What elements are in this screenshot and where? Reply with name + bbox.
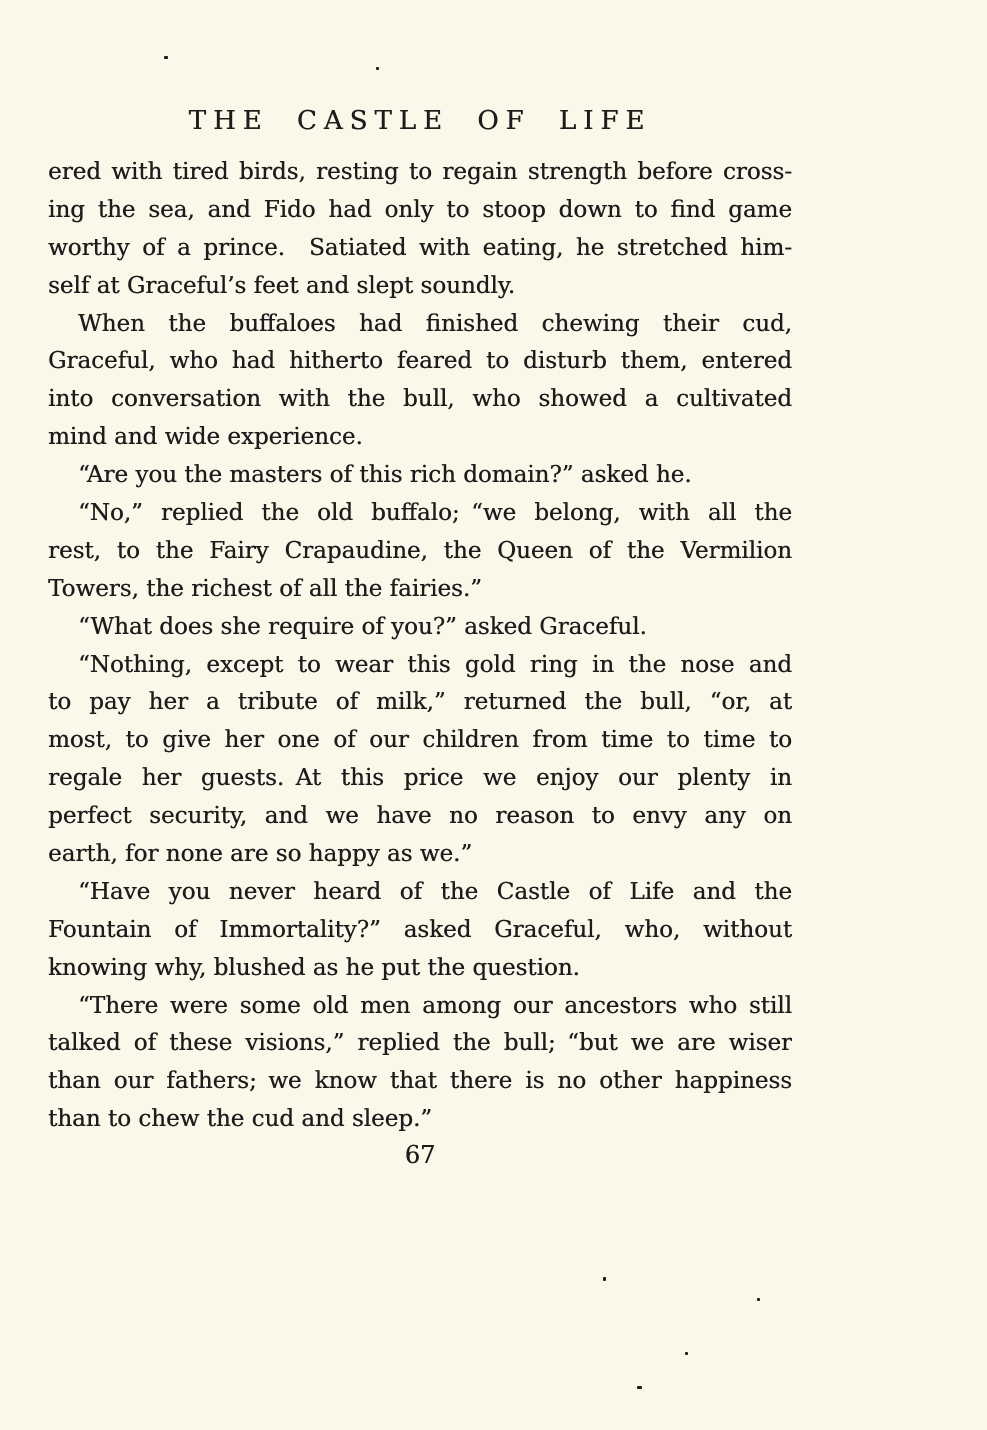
text-line: “There were some old men among our ancestors who still	[78, 992, 792, 1019]
text-line: ing the sea, and Fido had only to stoop down to find game	[48, 196, 792, 223]
ink-speck	[757, 1298, 760, 1301]
text-line: worthy of a prince. Satiated with eating, he stretched him-	[48, 234, 792, 261]
ink-speck	[603, 1277, 606, 1281]
page-title: THE CASTLE OF LIFE	[188, 106, 652, 136]
page-number: 67	[404, 1141, 436, 1169]
text-line: “Have you never heard of the Castle of Life and the	[78, 878, 792, 905]
text-line: “What does she require of you?” asked Graceful.	[78, 613, 647, 640]
text-line: into conversation with the bull, who showed a cultivated	[48, 386, 792, 413]
text-line: Graceful, who had hitherto feared to disturb them, entered	[48, 348, 792, 375]
ink-speck	[637, 1386, 642, 1389]
text-line: than to chew the cud and sleep.”	[48, 1106, 433, 1133]
text-line: talked of these visions,” replied the bull; “but we are wiser	[48, 1030, 792, 1057]
text-line: When the buffaloes had finished chewing their cud,	[78, 310, 792, 337]
text-line: knowing why, blushed as he put the question.	[48, 954, 580, 981]
ink-speck	[376, 67, 379, 70]
text-line: “Are you the masters of this rich domain?” asked he.	[78, 462, 692, 489]
text-line: mind and wide experience.	[48, 424, 363, 451]
text-line: regale her guests. At this price we enjoy our plenty in	[48, 765, 792, 792]
text-line: Fountain of Immortality?” asked Graceful, who, without	[48, 916, 792, 943]
page-text	[48, 154, 792, 1139]
ink-speck	[685, 1352, 688, 1355]
text-line: most, to give her one of our children from time to time to	[48, 727, 792, 754]
text-line: to pay her a tribute of milk,” returned the bull, “or, at	[48, 689, 792, 716]
text-line: perfect security, and we have no reason to envy any on	[48, 803, 792, 830]
text-line: “No,” replied the old buffalo; “we belong, with all the	[78, 500, 792, 527]
text-line: rest, to the Fairy Crapaudine, the Queen of the Vermilion	[48, 537, 792, 564]
text-line: ered with tired birds, resting to regain strength before cross-	[48, 159, 792, 185]
text-line: self at Graceful’s feet and slept soundly.	[48, 272, 516, 299]
ink-speck	[164, 56, 168, 59]
text-line: than our fathers; we know that there is no other happiness	[48, 1068, 792, 1095]
text-line: “Nothing, except to wear this gold ring in the nose and	[78, 651, 792, 678]
text-line: Towers, the richest of all the fairies.”	[48, 575, 482, 602]
text-line: earth, for none are so happy as we.”	[48, 841, 473, 868]
